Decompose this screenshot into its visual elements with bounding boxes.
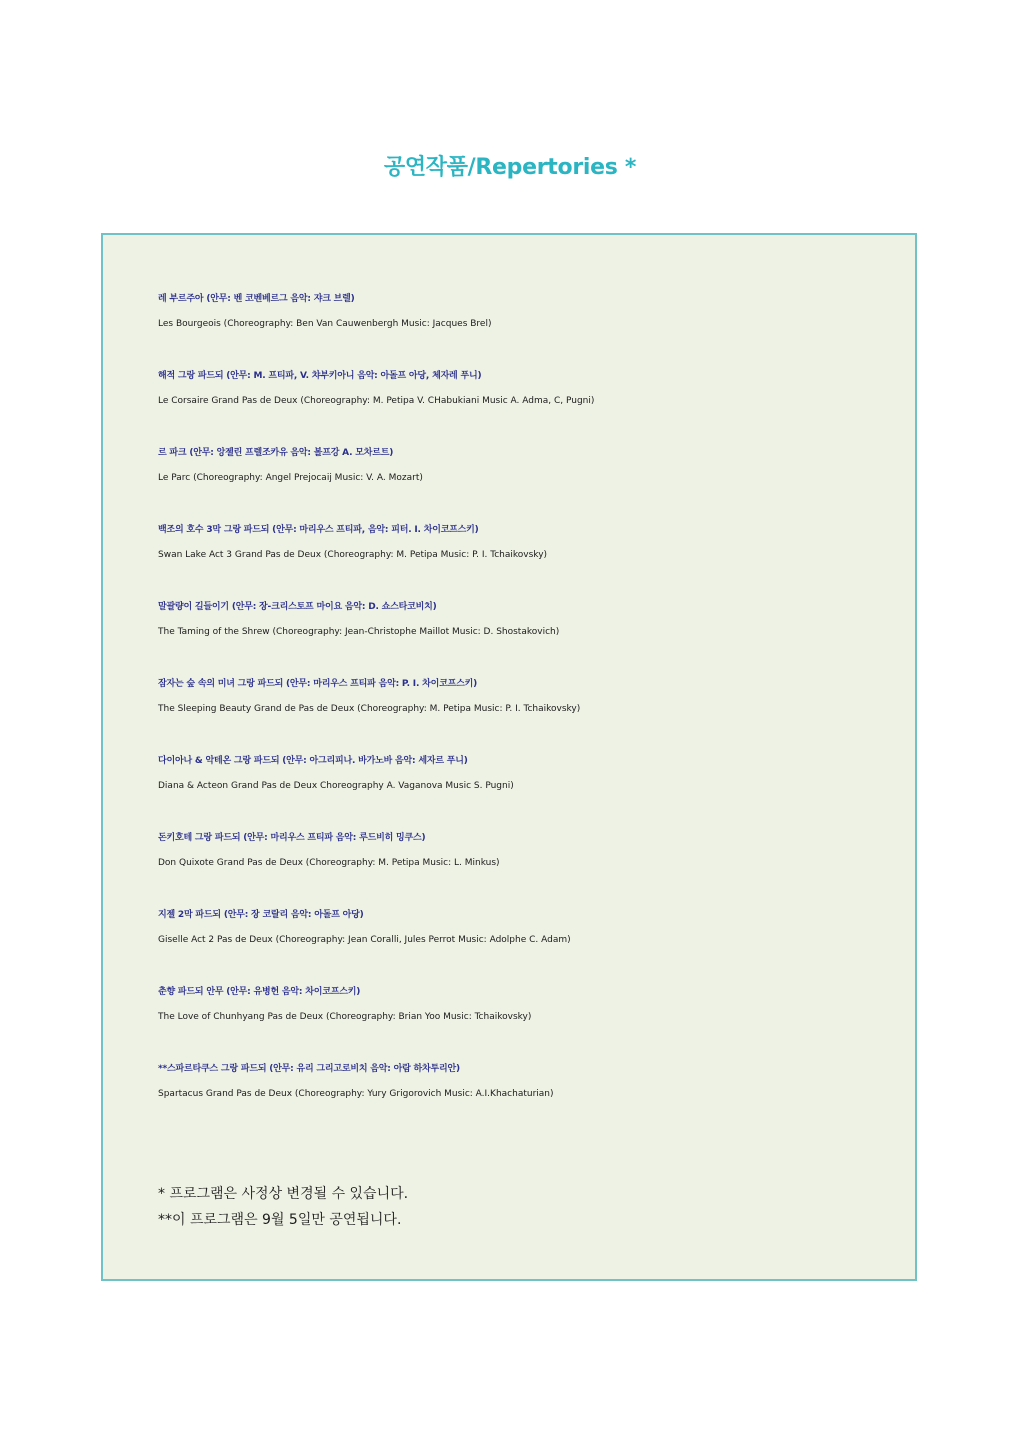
repertory-item xyxy=(158,441,898,518)
repertory-item xyxy=(158,595,898,672)
repertory-item xyxy=(158,1057,898,1134)
repertory-title-english: Don Quixote Grand Pas de Deux (Choreography: M. Petipa Music: L. Minkus) xyxy=(158,858,500,868)
repertory-item xyxy=(158,980,898,1057)
repertory-title-english: The Taming of the Shrew (Choreography: Jean-Christophe Maillot Music: D. Shostakovich) xyxy=(158,627,560,637)
repertory-title-korean: 해적 그랑 파드되 (안무: M. 프티파, V. 챠부키아니 음악: 아돌프 아당, 체자레 푸니) xyxy=(158,371,482,381)
repertory-item xyxy=(158,826,898,903)
repertory-item xyxy=(158,903,898,980)
repertory-title-korean: 다이아나 & 악테온 그랑 파드되 (안무: 아그리피나. 바가노바 음악: 세자르 푸니) xyxy=(158,756,468,766)
repertory-title-english: Swan Lake Act 3 Grand Pas de Deux (Choreography: M. Petipa Music: P. I. Tchaikovsky) xyxy=(158,550,548,560)
page-title: 공연작품/Repertories * xyxy=(383,155,637,180)
repertory-title-korean: 말괄량이 길들이기 (안무: 장-크리스토프 마이요 음악: D. 쇼스타코비치) xyxy=(158,602,437,612)
repertory-list xyxy=(158,287,898,1134)
repertory-title-korean: 레 부르주아 (안무: 벤 코벤베르그 음악: 쟈크 브렐) xyxy=(158,294,355,304)
repertory-title-english: Giselle Act 2 Pas de Deux (Choreography: Jean Coralli, Jules Perrot Music: Adolphe C. Adam) xyxy=(158,935,571,945)
repertory-item xyxy=(158,672,898,749)
repertory-title-korean: 르 파크 (안무: 앙젤린 프렐조카유 음악: 볼프강 A. 모차르트) xyxy=(158,448,394,458)
repertory-title-english: Diana & Acteon Grand Pas de Deux Choreography A. Vaganova Music S. Pugni) xyxy=(158,781,514,791)
repertory-title-korean: 지젤 2막 파드되 (안무: 장 코랄리 음악: 아돌프 아당) xyxy=(158,910,364,920)
repertory-title-english: The Love of Chunhyang Pas de Deux (Choreography: Brian Yoo Music: Tchaikovsky) xyxy=(158,1012,532,1022)
repertory-box xyxy=(101,233,917,1281)
repertory-title-english: Spartacus Grand Pas de Deux (Choreography: Yury Grigorovich Music: A.I.Khachaturian) xyxy=(158,1089,554,1099)
repertory-title-english: Les Bourgeois (Choreography: Ben Van Cauwenbergh Music: Jacques Brel) xyxy=(158,319,492,329)
footnote-performance-date: **이 프로그램은 9월 5일만 공연됩니다. xyxy=(158,1212,402,1228)
repertory-title-english: Le Parc (Choreography: Angel Prejocaij Music: V. A. Mozart) xyxy=(158,473,423,483)
repertory-item xyxy=(158,364,898,441)
repertory-item xyxy=(158,287,898,364)
repertory-title-korean: 잠자는 숲 속의 미녀 그랑 파드되 (안무: 마리우스 프티파 음악: P. I. 차이코프스키) xyxy=(158,679,477,689)
repertory-title-korean: 춘향 파드되 안무 (안무: 유병헌 음악: 차이코프스키) xyxy=(158,987,361,997)
repertory-item xyxy=(158,749,898,826)
repertory-title-korean: **스파르타쿠스 그랑 파드되 (안무: 유리 그리고로비치 음악: 아람 하차투리안) xyxy=(158,1064,460,1074)
repertory-item xyxy=(158,518,898,595)
footnote-program-change: * 프로그램은 사정상 변경될 수 있습니다. xyxy=(158,1186,409,1202)
repertory-title-korean: 백조의 호수 3막 그랑 파드되 (안무: 마리우스 프티파, 음악: 피터. I. 차이코프스키) xyxy=(158,525,479,535)
repertory-title-english: Le Corsaire Grand Pas de Deux (Choreography: M. Petipa V. CHabukiani Music A. Adma, C, Pugni) xyxy=(158,396,595,406)
repertory-title-korean: 돈키호테 그랑 파드되 (안무: 마리우스 프티파 음악: 루드비히 밍쿠스) xyxy=(158,833,426,843)
repertory-title-english: The Sleeping Beauty Grand de Pas de Deux (Choreography: M. Petipa Music: P. I. Tchaikovsky) xyxy=(158,704,581,714)
footnotes xyxy=(158,1181,408,1233)
